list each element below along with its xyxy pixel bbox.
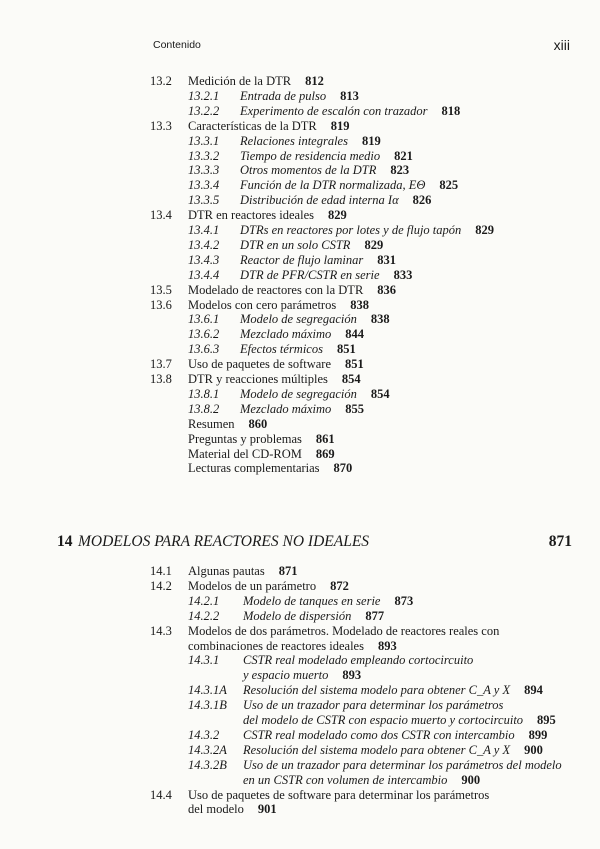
toc-entry-title-text: DTRs en reactores por lotes y de flujo tapón <box>240 223 462 237</box>
toc-entry-number: 13.6.2 <box>188 327 220 342</box>
toc-entry <box>0 682 600 698</box>
toc-entry-title-text: Modelo de dispersión <box>243 608 352 623</box>
toc-entry-title-text: Tiempo de residencia medio <box>240 148 381 163</box>
toc-entry-title <box>240 386 390 402</box>
toc-entry-number: 13.4.2 <box>188 237 220 252</box>
toc-entry-number: 13.3.1 <box>188 133 220 148</box>
toc-entry <box>0 446 600 462</box>
toc-entry-title <box>188 416 267 432</box>
toc-entry-page: 831 <box>377 252 396 267</box>
toc-entry-title-text: Otros momentos de la DTR <box>240 163 377 178</box>
toc-entry <box>0 326 600 342</box>
toc-entry-title-text: Experimento de escalón con trazador <box>240 103 428 118</box>
toc-entry-title-text: Modelos de dos parámetros. Modelado de reactores reales con <box>188 623 500 638</box>
toc-entry <box>0 192 600 208</box>
toc-entry <box>0 118 600 134</box>
toc-entry-title <box>240 192 431 208</box>
toc-entry-title-text: Modelos con cero parámetros <box>188 297 337 312</box>
chapter-heading <box>0 532 600 552</box>
toc-entry-title-text: Distribución de edad interna Iα <box>240 193 399 208</box>
toc-entry-title-text: Mezclado máximo <box>240 401 332 416</box>
toc-entry <box>0 460 600 476</box>
toc-entry-page: 829 <box>475 223 495 237</box>
toc-entry <box>0 177 600 193</box>
toc-entry-title-text: Función de la DTR normalizada, EΘ <box>240 178 426 193</box>
toc-entry-page: 838 <box>370 312 390 327</box>
toc-entry-number: 14.1 <box>150 564 172 578</box>
toc-entry <box>0 148 600 164</box>
toc-entry-title <box>188 460 352 476</box>
toc-entry <box>0 431 600 447</box>
toc-entry-page: 860 <box>248 416 268 431</box>
toc-entry-title <box>188 623 499 639</box>
toc-entry-number: 14.3.1B <box>188 698 227 713</box>
toc-entry <box>0 162 600 178</box>
toc-entry-page: 854 <box>370 386 390 401</box>
toc-entry-title-text: Material del CD-ROM <box>188 446 302 461</box>
chapter-number: 14 <box>57 533 73 550</box>
toc-entry-page: 899 <box>528 727 548 742</box>
toc-entry <box>0 386 600 402</box>
toc-entry-title <box>243 697 503 713</box>
toc-entry-title <box>188 563 297 579</box>
toc-entry-title <box>240 133 381 149</box>
toc-entry-page: 819 <box>361 133 381 148</box>
toc-entry-title-text: Relaciones integrales <box>240 133 348 148</box>
toc-entry <box>0 311 600 327</box>
toc-entry <box>0 133 600 149</box>
toc-entry-title <box>243 682 543 698</box>
toc-entry-title-text: Mezclado máximo <box>240 327 332 342</box>
toc-entry <box>0 608 600 624</box>
toc-entry-title-text: Resolución del sistema modelo para obtener C_A y X <box>243 683 511 698</box>
toc-entry-title-text: Resumen <box>188 416 235 431</box>
toc-entry-title-text: DTR en reactores ideales <box>188 208 314 223</box>
toc-entry <box>0 667 600 683</box>
toc-entry-page: 870 <box>333 461 353 476</box>
toc-entry-title-text: Modelado de reactores con la DTR <box>188 282 364 297</box>
toc-entry-number: 14.4 <box>150 787 172 802</box>
toc-entry-title-text: CSTR real modelado empleando cortocircuito <box>243 653 474 668</box>
toc-entry-title-text: y espacio muerto <box>243 668 329 683</box>
toc-entry-title <box>240 341 356 357</box>
toc-entry-number: 13.5 <box>150 282 172 297</box>
toc-entry-number: 13.3.4 <box>188 178 220 193</box>
toc-entry-title <box>188 207 347 223</box>
toc-entry <box>0 578 600 594</box>
toc-entry <box>0 207 600 223</box>
toc-entry <box>0 652 600 668</box>
toc-entry-title <box>188 73 324 89</box>
toc-entry <box>0 623 600 639</box>
toc-entry-title <box>243 593 413 609</box>
toc-entry-title <box>188 787 489 803</box>
toc-entry-title <box>188 297 369 313</box>
toc-entry <box>0 222 600 238</box>
toc-entry-number: 13.6.1 <box>188 312 220 327</box>
toc-entry-title-text: DTR de PFR/CSTR en serie <box>240 267 380 282</box>
toc-entry-page: 855 <box>345 401 365 416</box>
toc-entry-title <box>240 222 494 238</box>
toc-entry-page: 826 <box>412 193 432 208</box>
toc-entry-title-text: Entrada de pulso <box>240 88 327 103</box>
toc-entry-title-text: Medición de la DTR <box>188 74 292 88</box>
toc-entry-page: 901 <box>257 802 277 817</box>
toc-entry-page: 854 <box>341 372 361 386</box>
toc-entry-title <box>188 801 277 817</box>
toc-entry-page: 851 <box>345 357 364 372</box>
toc-entry-number: 14.2.2 <box>188 608 220 623</box>
toc-entry-number: 14.3.1A <box>188 683 227 698</box>
toc-entry-title <box>240 311 390 327</box>
toc-entry-page: 894 <box>524 683 543 698</box>
toc-entry-page: 844 <box>345 327 365 342</box>
toc-entry-page: 829 <box>364 237 384 252</box>
toc-entry-number: 13.6 <box>150 297 172 312</box>
toc-entry-title-text: Algunas pautas <box>188 564 265 578</box>
toc-entry <box>0 593 600 609</box>
toc-entry-title-text: DTR y reacciones múltiples <box>188 372 328 386</box>
toc-entry-title <box>243 727 547 743</box>
toc-entry-title-text: del modelo de CSTR con espacio muerto y cortocircuito <box>243 713 524 727</box>
toc-entry-page: 871 <box>278 564 298 578</box>
toc-entry-title-text: CSTR real modelado como dos CSTR con intercambio <box>243 727 515 742</box>
toc-entry-title <box>243 608 384 624</box>
toc-entry-title-text: del modelo <box>188 802 244 817</box>
toc-entry-title-text: DTR en un solo CSTR <box>240 237 351 252</box>
toc-entry-number: 13.4 <box>150 208 172 223</box>
toc-entry-title-text: Características de la DTR <box>188 118 317 133</box>
toc-entry-title-text: Lecturas complementarias <box>188 461 320 476</box>
toc-entry-number: 14.2.1 <box>188 593 220 608</box>
toc-entry <box>0 237 600 253</box>
toc-entry-title <box>240 401 364 417</box>
toc-entry-page: 893 <box>377 638 397 653</box>
toc-entry-number: 13.8.1 <box>188 386 220 401</box>
toc-entry-number: 13.3.5 <box>188 193 220 208</box>
toc-entry-title <box>188 282 396 298</box>
toc-entry-page: 833 <box>393 267 413 282</box>
toc-entry-title-text: Preguntas y problemas <box>188 431 302 446</box>
toc-entry-page: 813 <box>340 88 359 103</box>
toc-entry-page: 900 <box>461 772 481 787</box>
toc-entry-number: 13.3.2 <box>188 148 220 163</box>
toc-entry-page: 900 <box>524 742 543 757</box>
toc-entry-title-text: en un CSTR con volumen de intercambio <box>243 772 448 787</box>
toc-entry-number: 13.3 <box>150 118 172 133</box>
toc-entry-title <box>240 237 383 253</box>
toc-entry-title <box>188 118 350 134</box>
toc-entry-page: 872 <box>330 578 349 593</box>
toc-entry <box>0 787 600 803</box>
toc-entry <box>0 772 600 788</box>
toc-entry-page: 823 <box>390 163 410 178</box>
toc-entry-title <box>188 356 364 372</box>
toc-entry <box>0 103 600 119</box>
toc-entry <box>0 697 600 713</box>
toc-entry-title-text: Modelos de un parámetro <box>188 578 317 593</box>
toc-entry-title-text: Reactor de flujo laminar <box>240 252 364 267</box>
toc-entry-title <box>243 757 562 773</box>
toc-entry-title <box>188 578 349 594</box>
toc-entry <box>0 267 600 283</box>
toc-entry-page: 851 <box>336 342 356 357</box>
toc-entry-title <box>240 162 409 178</box>
toc-entry-title <box>243 742 543 758</box>
toc-entry-title <box>243 667 361 683</box>
toc-entry-number: 14.3.1 <box>188 653 220 668</box>
toc-entry-title <box>243 652 473 668</box>
toc-entry-title-text: Uso de un trazador para determinar los parámetros <box>243 698 504 713</box>
toc-entry <box>0 88 600 104</box>
toc-entry <box>0 282 600 298</box>
toc-entry <box>0 638 600 654</box>
toc-entry-page: 893 <box>342 668 362 683</box>
toc-entry-title-text: Efectos térmicos <box>240 342 323 357</box>
toc-entry-title <box>240 103 460 119</box>
toc-entry-page: 895 <box>537 713 556 727</box>
toc-entry <box>0 757 600 773</box>
toc-entry-title-text: Uso de un trazador para determinar los parámetros del modelo <box>243 757 562 772</box>
toc-entry-title-text: Modelo de segregación <box>240 386 357 401</box>
toc-entry-page: 861 <box>315 431 335 446</box>
toc-entry-number: 13.8.2 <box>188 401 220 416</box>
toc-entry <box>0 416 600 432</box>
toc-entry-title <box>243 712 556 728</box>
toc-entry-page: 877 <box>365 608 385 623</box>
toc-entry-page: 821 <box>394 148 413 163</box>
toc-entry-title <box>188 371 361 387</box>
toc-entry <box>0 356 600 372</box>
toc-entry-page: 869 <box>315 446 335 461</box>
toc-entry-number: 13.4.3 <box>188 252 220 267</box>
toc-entry-title-text: Uso de paquetes de software para determinar los parámetros <box>188 787 490 802</box>
toc-entry-number: 13.4.4 <box>188 267 220 282</box>
toc-entry-title <box>240 326 364 342</box>
toc-entry <box>0 401 600 417</box>
page-number: xiii <box>553 37 570 53</box>
toc-entry <box>0 297 600 313</box>
toc-entry-title <box>188 446 335 462</box>
toc-entry <box>0 371 600 387</box>
toc-entry-number: 13.4.1 <box>188 223 220 237</box>
toc-entry-title <box>240 177 458 193</box>
toc-entry-title-text: combinaciones de reactores ideales <box>188 638 364 653</box>
toc-entry <box>0 73 600 89</box>
toc-entry-page: 836 <box>377 282 397 297</box>
toc-entry-number: 13.2.2 <box>188 103 220 118</box>
toc-entry-title-text: Modelo de segregación <box>240 312 357 327</box>
toc-entry-title-text: Uso de paquetes de software <box>188 357 332 372</box>
toc-entry-page: 873 <box>394 593 414 608</box>
toc-entry-number: 13.7 <box>150 357 172 372</box>
toc-entry-title <box>240 148 413 164</box>
toc-entry-page: 838 <box>350 297 369 312</box>
toc-entry <box>0 727 600 743</box>
toc-entry <box>0 801 600 817</box>
running-header: Contenido <box>153 39 201 51</box>
chapter-page: 871 <box>548 533 572 550</box>
toc-entry-title-text: Modelo de tanques en serie <box>243 593 381 608</box>
toc-entry-title <box>188 638 397 654</box>
toc-entry-page: 818 <box>441 103 461 118</box>
toc-entry-title <box>243 772 480 788</box>
toc-entry-page: 819 <box>330 118 350 133</box>
toc-entry <box>0 712 600 728</box>
toc-entry <box>0 563 600 579</box>
toc-entry-number: 13.6.3 <box>188 342 220 357</box>
toc-entry <box>0 252 600 268</box>
toc-entry-number: 13.3.3 <box>188 163 220 178</box>
toc-entry-page: 812 <box>305 74 324 88</box>
toc-entry-title <box>188 431 335 447</box>
toc-entry <box>0 742 600 758</box>
toc-entry-title <box>240 252 396 268</box>
toc-entry-number: 14.2 <box>150 578 172 593</box>
toc-entry-page: 825 <box>439 178 459 193</box>
toc-entry-title <box>240 88 359 104</box>
chapter-title: MODELOS PARA REACTORES NO IDEALES <box>78 533 370 550</box>
toc-entry-number: 13.2.1 <box>188 88 220 103</box>
toc-entry-number: 14.3.2A <box>188 742 227 757</box>
toc-entry-title <box>240 267 412 283</box>
toc-entry-number: 14.3.2 <box>188 727 220 742</box>
toc-entry-number: 14.3 <box>150 623 172 638</box>
toc-entry-number: 13.8 <box>150 372 172 386</box>
toc-entry-number: 14.3.2B <box>188 757 227 772</box>
toc-entry-title-text: Resolución del sistema modelo para obtener C_A y X <box>243 742 511 757</box>
toc-entry-page: 829 <box>327 208 347 223</box>
toc-entry-number: 13.2 <box>150 74 172 88</box>
toc-entry <box>0 341 600 357</box>
